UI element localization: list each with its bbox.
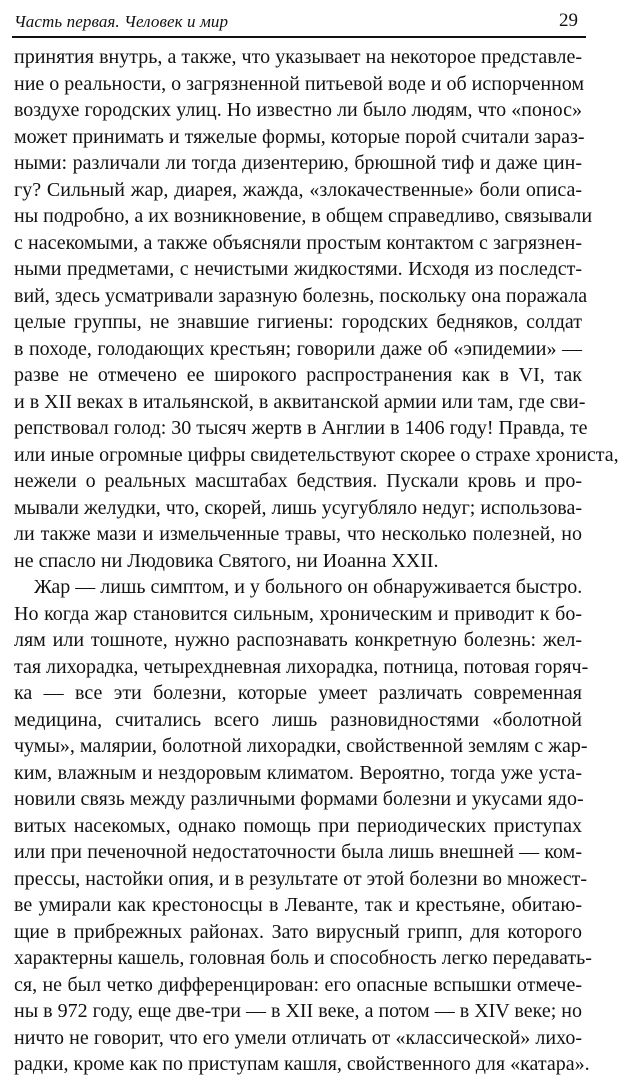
- text-line: разве не отмечено ее широкого распространения как в VI, так: [14, 364, 582, 386]
- text-line: лям или тошноте, нужно распознавать конкретную болезнь: жел-: [14, 629, 582, 651]
- text-line: вий, здесь усматривали заразную болезнь, поскольку она поражала: [14, 284, 588, 307]
- text-line: ли также мази и измельченные травы, что несколько полезней, но: [14, 523, 582, 545]
- text-line: радки, кроме как по приступам кашля, свойственного для «катара».: [14, 1053, 590, 1075]
- text-line: щие в прибрежных районах. Зато вирусный грипп, для которого: [14, 920, 582, 943]
- text-line: может принимать и тяжелые формы, которые порой считали зараз-: [14, 125, 585, 148]
- text-line: ничто не говорит, что его умели отличать от «классической» лихо-: [14, 1026, 582, 1049]
- running-head: Часть первая. Человек и мир: [14, 12, 229, 31]
- text-line: ние о реальности, о загрязненной питьевой воде и об испорченном: [14, 72, 585, 95]
- page-number: 29: [559, 10, 578, 31]
- text-line: прессы, настойки опия, и в результате от этой болезни во множест-: [14, 867, 588, 890]
- text-line: в походе, голодающих крестьян; говорили даже об «эпидемии» —: [14, 337, 582, 360]
- text-line: или при печеночной недостаточности была лишь внешней — ком-: [14, 841, 582, 863]
- header-rule: [12, 36, 586, 38]
- text-line: принятия внутрь, а также, что указывает на некоторое представле-: [14, 46, 582, 68]
- text-line: тая лихорадка, четырехдневная лихорадка, потница, потовая горяч-: [14, 655, 589, 678]
- text-line: ными предметами, с нечистыми жидкостями. Исходя из последст-: [14, 258, 582, 280]
- text-line: витых насекомых, однако помощь при периодических приступах: [14, 814, 582, 837]
- text-line: репствовал голод: 30 тысяч жертв в Англии в 1406 году! Правда, те: [14, 417, 588, 439]
- text-line: ве умирали как крестоносцы в Леванте, так и крестьяне, обитаю-: [14, 894, 582, 916]
- text-line: гу? Сильный жар, диарея, жажда, «злокачественные» боли описа-: [14, 178, 582, 201]
- text-line: ны подробно, а их возникновение, в общем справедливо, связывали: [14, 205, 593, 227]
- text-line: с насекомыми, а также объясняли простым контактом с загрязнен-: [14, 231, 582, 254]
- text-line: ким, влажным и нездоровым климатом. Вероятно, тогда уже уста-: [14, 761, 582, 784]
- text-line: ся, не был четко дифференцирован: его опасные вспышки отмече-: [14, 973, 582, 996]
- text-line: ка — все эти болезни, которые умеет различать современная: [14, 682, 582, 704]
- text-line: ны в 972 году, еще две-три — в XII веке, а потом — в XIV веке; но: [14, 1000, 582, 1022]
- text-line: нежели о реальных масштабах бедствия. Пускали кровь и про-: [14, 470, 582, 492]
- text-line: и в XII веках в итальянской, в аквитанской армии или там, где сви-: [14, 390, 586, 413]
- text-line: ными: различали ли тогда дизентерию, брюшной тиф и даже цин-: [14, 152, 582, 174]
- text-line: целые группы, не знавшие гигиены: городских бедняков, солдат: [14, 311, 582, 333]
- body-text: [14, 44, 619, 1075]
- paragraph: [14, 574, 592, 1078]
- text-line: чумы», малярии, болотной лихорадки, свойственной землям с жар-: [14, 735, 588, 757]
- text-line: медицина, считались всего лишь разновидностями «болотной: [14, 708, 582, 731]
- text-line: или иные огромные цифры свидетельствуют скорее о страхе хрониста,: [14, 443, 619, 466]
- text-line: Жар — лишь симптом, и у больного он обнаруживается быстро.: [34, 576, 583, 598]
- text-line: мывали желудки, что, скорей, лишь усугубляло недуг; использова-: [14, 496, 582, 519]
- paragraph: [14, 44, 619, 574]
- text-line: Но когда жар становится сильным, хроническим и приводит к бо-: [14, 602, 582, 625]
- text-line: воздухе городских улиц. Но известно ли было людям, что «понос»: [14, 99, 582, 121]
- text-line: не спасло ни Людовика Святого, ни Иоанна XXII.: [14, 549, 439, 572]
- text-line: новили связь между различными формами болезни и укусами ядо-: [14, 788, 584, 810]
- page-header: [14, 6, 586, 32]
- text-line: характерны кашель, головная боль и способность легко передавать-: [14, 947, 592, 969]
